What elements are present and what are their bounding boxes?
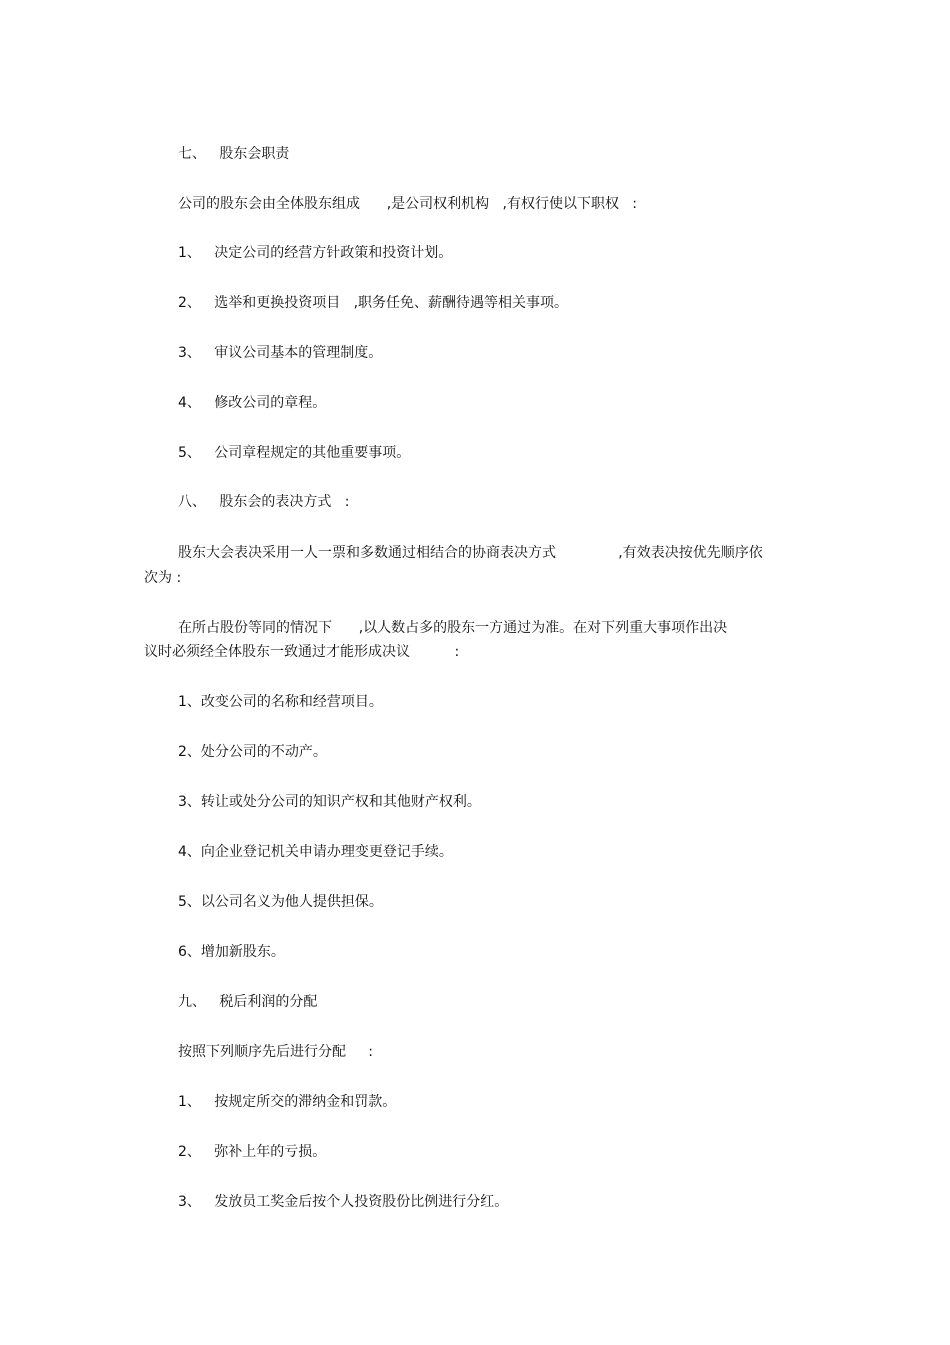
section-heading-9: 九、 税后利润的分配 (178, 994, 318, 1010)
list-item: 6、增加新股东。 (178, 944, 285, 960)
list-item: 5、 公司章程规定的其他重要事项。 (178, 445, 411, 461)
paragraph-continuation: 议时必须经全体股东一致通过才能形成决议 : (144, 644, 460, 660)
paragraph: 在所占股份等同的情况下 ,以人数占多的股东一方通过为准。在对下列重大事项作出决 (178, 620, 728, 636)
list-item: 4、 修改公司的章程。 (178, 395, 327, 411)
list-item: 3、转让或处分公司的知识产权和其他财产权利。 (178, 794, 481, 810)
list-item: 2、处分公司的不动产。 (178, 744, 327, 760)
paragraph: 公司的股东会由全体股东组成 ,是公司权利机构 ,有权行使以下职权 : (178, 196, 638, 212)
list-item: 3、 发放员工奖金后按个人投资股份比例进行分红。 (178, 1194, 509, 1210)
paragraph: 按照下列顺序先后进行分配 : (178, 1044, 373, 1060)
list-item: 4、向企业登记机关申请办理变更登记手续。 (178, 844, 453, 860)
paragraph: 股东大会表决采用一人一票和多数通过相结合的协商表决方式 ,有效表决按优先顺序依 (178, 545, 763, 561)
list-item: 2、 弥补上年的亏损。 (178, 1144, 327, 1160)
section-heading-8: 八、 股东会的表决方式 : (178, 494, 350, 510)
list-item: 2、 选举和更换投资项目 ,职务任免、薪酬待遇等相关事项。 (178, 295, 569, 311)
section-heading-7: 七、 股东会职责 (178, 146, 290, 162)
list-item: 1、 决定公司的经营方针政策和投资计划。 (178, 245, 453, 261)
list-item: 3、 审议公司基本的管理制度。 (178, 345, 383, 361)
paragraph-continuation: 次为 : (144, 570, 182, 586)
list-item: 5、以公司名义为他人提供担保。 (178, 894, 383, 910)
list-item: 1、改变公司的名称和经营项目。 (178, 694, 383, 710)
list-item: 1、 按规定所交的滞纳金和罚款。 (178, 1094, 397, 1110)
